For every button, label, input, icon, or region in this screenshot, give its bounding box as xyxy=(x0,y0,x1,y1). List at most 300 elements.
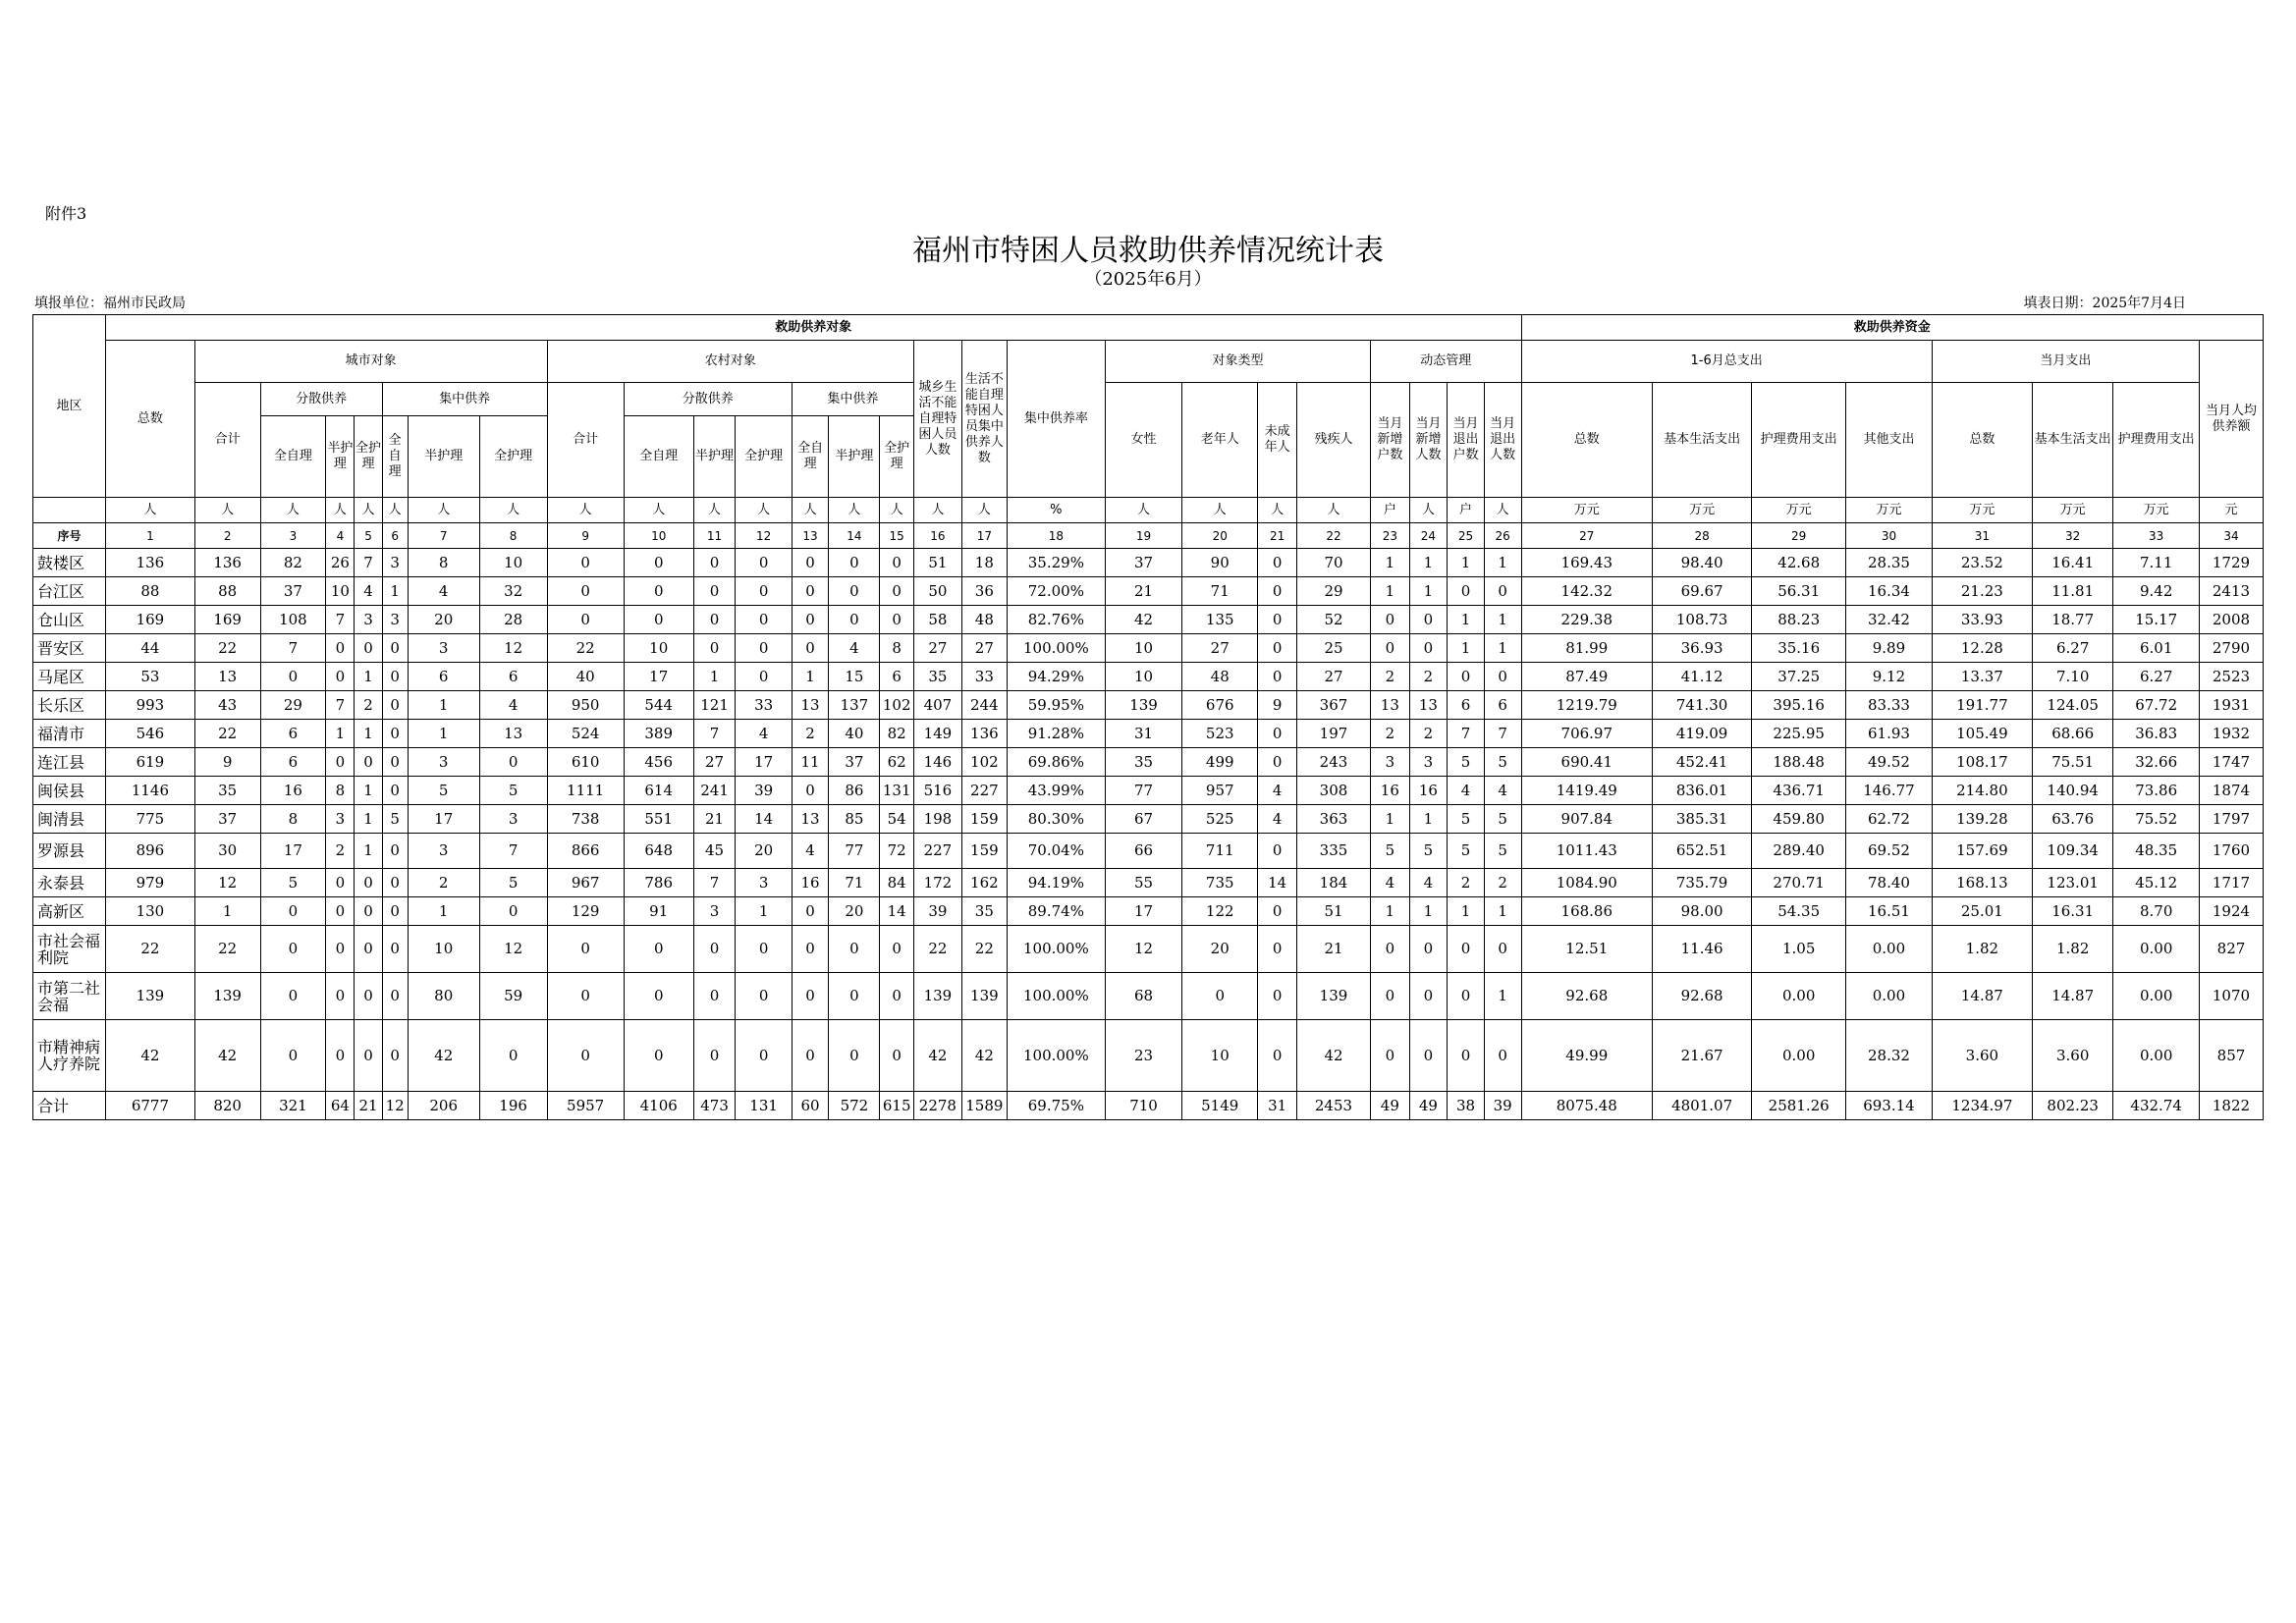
data-cell: 68 xyxy=(1105,973,1181,1020)
col-num: 10 xyxy=(624,523,693,549)
data-cell: 146.77 xyxy=(1846,777,1933,805)
data-cell: 22 xyxy=(547,634,624,663)
data-cell: 2 xyxy=(355,691,382,720)
data-cell: 1 xyxy=(1484,606,1521,634)
data-cell: 94.19% xyxy=(1007,869,1105,897)
data-cell: 0 xyxy=(1258,720,1297,748)
data-cell: 335 xyxy=(1296,834,1370,869)
data-cell: 0 xyxy=(326,973,355,1020)
data-cell: 0 xyxy=(326,897,355,926)
region-cell: 福清市 xyxy=(33,720,106,748)
data-cell: 136 xyxy=(106,549,195,577)
unit-cell: 人 xyxy=(260,498,326,523)
col-num: 21 xyxy=(1258,523,1297,549)
half-other-header: 其他支出 xyxy=(1846,383,1933,498)
data-cell: 129 xyxy=(547,897,624,926)
data-cell: 1 xyxy=(355,720,382,748)
data-cell: 0 xyxy=(736,634,792,663)
data-cell: 499 xyxy=(1182,748,1258,777)
data-cell: 84 xyxy=(880,869,913,897)
data-cell: 83.33 xyxy=(1846,691,1933,720)
data-cell: 12 xyxy=(479,926,547,973)
data-cell: 0 xyxy=(260,973,326,1020)
data-cell: 66 xyxy=(1105,834,1181,869)
data-cell: 0 xyxy=(1371,926,1410,973)
data-cell: 1234.97 xyxy=(1932,1092,2032,1120)
urban-dispersed-full: 全护理 xyxy=(355,416,382,498)
data-cell: 8075.48 xyxy=(1521,1092,1653,1120)
data-cell: 8 xyxy=(408,549,479,577)
data-cell: 45.12 xyxy=(2113,869,2200,897)
data-cell: 5 xyxy=(1371,834,1410,869)
data-cell: 0 xyxy=(736,926,792,973)
data-cell: 857 xyxy=(2199,1020,2263,1092)
data-cell: 35 xyxy=(961,897,1007,926)
col-num: 12 xyxy=(736,523,792,549)
data-cell: 54 xyxy=(880,805,913,834)
data-cell: 39 xyxy=(913,897,961,926)
data-cell: 0 xyxy=(382,777,408,805)
data-cell: 1874 xyxy=(2199,777,2263,805)
col-num: 27 xyxy=(1521,523,1653,549)
data-cell: 0 xyxy=(260,897,326,926)
data-cell: 29 xyxy=(260,691,326,720)
data-cell: 0 xyxy=(1258,748,1297,777)
data-cell: 71 xyxy=(829,869,880,897)
data-cell: 68.66 xyxy=(2032,720,2112,748)
unit-cell: 万元 xyxy=(1846,498,1933,523)
data-cell: 7 xyxy=(693,720,736,748)
data-cell: 6.27 xyxy=(2113,663,2200,691)
urban-dispersed-semi: 半护理 xyxy=(326,416,355,498)
exit-households-header: 当月退出户数 xyxy=(1448,383,1485,498)
urban-conc-self: 全自理 xyxy=(382,416,408,498)
data-cell: 706.97 xyxy=(1521,720,1653,748)
region-cell: 合计 xyxy=(33,1092,106,1120)
data-cell: 9.89 xyxy=(1846,634,1933,663)
region-cell: 市社会福利院 xyxy=(33,926,106,973)
col-num: 3 xyxy=(260,523,326,549)
half-basic-header: 基本生活支出 xyxy=(1653,383,1752,498)
table-row xyxy=(33,1092,2264,1120)
data-cell: 82 xyxy=(260,549,326,577)
col-num: 8 xyxy=(479,523,547,549)
data-cell: 5 xyxy=(1448,805,1485,834)
data-cell: 38 xyxy=(1448,1092,1485,1120)
data-cell: 42 xyxy=(106,1020,195,1092)
data-cell: 20 xyxy=(408,606,479,634)
data-cell: 5 xyxy=(1448,748,1485,777)
data-cell: 42 xyxy=(408,1020,479,1092)
data-cell: 169.43 xyxy=(1521,549,1653,577)
data-cell: 42 xyxy=(1296,1020,1370,1092)
data-cell: 18.77 xyxy=(2032,606,2112,634)
unit-cell: 人 xyxy=(961,498,1007,523)
data-cell: 0 xyxy=(829,973,880,1020)
data-cell: 690.41 xyxy=(1521,748,1653,777)
data-cell: 0 xyxy=(1484,926,1521,973)
data-cell: 72 xyxy=(880,834,913,869)
table-row xyxy=(33,691,2264,720)
data-cell: 49 xyxy=(1409,1092,1448,1120)
region-cell: 闽侯县 xyxy=(33,777,106,805)
table-row xyxy=(33,777,2264,805)
data-cell: 0 xyxy=(792,634,829,663)
data-cell: 3 xyxy=(1409,748,1448,777)
table-row xyxy=(33,897,2264,926)
data-cell: 92.68 xyxy=(1521,973,1653,1020)
data-cell: 53 xyxy=(106,663,195,691)
data-cell: 711 xyxy=(1182,834,1258,869)
data-cell: 130 xyxy=(106,897,195,926)
data-cell: 0 xyxy=(355,748,382,777)
female-header: 女性 xyxy=(1105,383,1181,498)
data-cell: 81.99 xyxy=(1521,634,1653,663)
data-cell: 82 xyxy=(880,720,913,748)
data-cell: 159 xyxy=(961,805,1007,834)
data-cell: 6 xyxy=(1448,691,1485,720)
data-cell: 0 xyxy=(1371,1020,1410,1092)
unit-cell: 人 xyxy=(194,498,260,523)
data-cell: 2 xyxy=(1409,720,1448,748)
data-cell: 2 xyxy=(408,869,479,897)
data-cell: 0 xyxy=(624,1020,693,1092)
data-cell: 16 xyxy=(1409,777,1448,805)
data-cell: 0 xyxy=(355,897,382,926)
data-cell: 0.00 xyxy=(2113,926,2200,973)
data-cell: 4106 xyxy=(624,1092,693,1120)
data-cell: 0 xyxy=(547,973,624,1020)
data-cell: 90 xyxy=(1182,549,1258,577)
region-cell: 连江县 xyxy=(33,748,106,777)
data-cell: 109.34 xyxy=(2032,834,2112,869)
table-row xyxy=(33,834,2264,869)
data-cell: 4 xyxy=(355,577,382,606)
data-cell: 8 xyxy=(880,634,913,663)
data-cell: 993 xyxy=(106,691,195,720)
col-num: 5 xyxy=(355,523,382,549)
dynamic-header: 动态管理 xyxy=(1371,341,1522,383)
urban-concentrated-header: 集中供养 xyxy=(382,383,547,416)
page-title: 福州市特困人员救助供养情况统计表 xyxy=(912,234,1384,268)
data-cell: 6 xyxy=(479,663,547,691)
data-cell: 786 xyxy=(624,869,693,897)
data-cell: 62.72 xyxy=(1846,805,1933,834)
data-cell: 108 xyxy=(260,606,326,634)
data-cell: 196 xyxy=(479,1092,547,1120)
data-cell: 48.35 xyxy=(2113,834,2200,869)
col-num: 16 xyxy=(913,523,961,549)
data-cell: 21 xyxy=(1105,577,1181,606)
table-row xyxy=(33,973,2264,1020)
data-cell: 0 xyxy=(736,606,792,634)
unit-cell: 人 xyxy=(547,498,624,523)
data-cell: 32 xyxy=(479,577,547,606)
data-cell: 4 xyxy=(792,834,829,869)
data-cell: 1 xyxy=(693,663,736,691)
data-cell: 87.49 xyxy=(1521,663,1653,691)
data-cell: 0 xyxy=(355,973,382,1020)
data-cell: 1 xyxy=(736,897,792,926)
data-cell: 0 xyxy=(260,1020,326,1092)
data-cell: 0 xyxy=(1448,1020,1485,1092)
data-cell: 64 xyxy=(326,1092,355,1120)
urban-header: 城市对象 xyxy=(194,341,547,383)
data-cell: 1589 xyxy=(961,1092,1007,1120)
unit-cell: 人 xyxy=(736,498,792,523)
region-cell: 仓山区 xyxy=(33,606,106,634)
data-cell: 0 xyxy=(382,834,408,869)
data-cell: 0 xyxy=(326,926,355,973)
data-cell: 0 xyxy=(1484,577,1521,606)
unable-conc-header: 生活不能自理特困人员集中供养人数 xyxy=(961,341,1007,498)
data-cell: 7 xyxy=(260,634,326,663)
data-cell: 270.71 xyxy=(1752,869,1846,897)
data-cell: 7 xyxy=(355,549,382,577)
data-cell: 59 xyxy=(479,973,547,1020)
data-cell: 7 xyxy=(1448,720,1485,748)
region-cell: 台江区 xyxy=(33,577,106,606)
data-cell: 10 xyxy=(408,926,479,973)
data-cell: 1747 xyxy=(2199,748,2263,777)
col-num: 15 xyxy=(880,523,913,549)
data-cell: 0 xyxy=(693,1020,736,1092)
rural-concentrated-header: 集中供养 xyxy=(792,383,913,416)
data-cell: 0 xyxy=(355,634,382,663)
data-cell: 0 xyxy=(355,869,382,897)
data-cell: 1011.43 xyxy=(1521,834,1653,869)
data-cell: 321 xyxy=(260,1092,326,1120)
data-cell: 4 xyxy=(1448,777,1485,805)
rural-conc-semi: 半护理 xyxy=(829,416,880,498)
data-cell: 43.99% xyxy=(1007,777,1105,805)
data-cell: 4801.07 xyxy=(1653,1092,1752,1120)
disabled-header: 残疾人 xyxy=(1296,383,1370,498)
unit-cell: 人 xyxy=(792,498,829,523)
data-cell: 94.29% xyxy=(1007,663,1105,691)
data-cell: 16.41 xyxy=(2032,549,2112,577)
data-cell: 78.40 xyxy=(1846,869,1933,897)
report-date: 填表日期：2025年7月4日 xyxy=(2023,296,2186,311)
col-num: 2 xyxy=(194,523,260,549)
data-cell: 389 xyxy=(624,720,693,748)
data-cell: 1 xyxy=(1371,577,1410,606)
data-cell: 10 xyxy=(1105,663,1181,691)
units-blank xyxy=(33,498,106,523)
data-cell: 652.51 xyxy=(1653,834,1752,869)
data-cell: 10 xyxy=(479,549,547,577)
page-subtitle: （2025年6月） xyxy=(1084,269,1212,290)
data-cell: 35 xyxy=(913,663,961,691)
data-cell: 33 xyxy=(736,691,792,720)
data-cell: 619 xyxy=(106,748,195,777)
data-cell: 17 xyxy=(260,834,326,869)
col-num: 19 xyxy=(1105,523,1181,549)
data-cell: 142.32 xyxy=(1521,577,1653,606)
data-cell: 6 xyxy=(260,748,326,777)
data-cell: 139 xyxy=(1296,973,1370,1020)
data-cell: 31 xyxy=(1258,1092,1297,1120)
data-cell: 75.52 xyxy=(2113,805,2200,834)
data-cell: 62 xyxy=(880,748,913,777)
urban-conc-full: 全护理 xyxy=(479,416,547,498)
unit-cell: 人 xyxy=(624,498,693,523)
data-cell: 136 xyxy=(961,720,1007,748)
unit-cell: 万元 xyxy=(2032,498,2112,523)
data-cell: 20 xyxy=(829,897,880,926)
data-cell: 2 xyxy=(326,834,355,869)
data-cell: 0 xyxy=(829,606,880,634)
data-cell: 42 xyxy=(1105,606,1181,634)
data-cell: 648 xyxy=(624,834,693,869)
data-cell: 102 xyxy=(961,748,1007,777)
new-households-header: 当月新增户数 xyxy=(1371,383,1410,498)
unit-cell: 人 xyxy=(1484,498,1521,523)
unit-cell: 万元 xyxy=(1653,498,1752,523)
data-cell: 67.72 xyxy=(2113,691,2200,720)
data-cell: 72.00% xyxy=(1007,577,1105,606)
data-cell: 0 xyxy=(880,926,913,973)
data-cell: 836.01 xyxy=(1653,777,1752,805)
data-cell: 59.95% xyxy=(1007,691,1105,720)
data-cell: 121 xyxy=(693,691,736,720)
data-cell: 525 xyxy=(1182,805,1258,834)
col-num: 24 xyxy=(1409,523,1448,549)
data-cell: 2 xyxy=(1484,869,1521,897)
unit-cell: 人 xyxy=(479,498,547,523)
col-num: 22 xyxy=(1296,523,1370,549)
data-cell: 21 xyxy=(693,805,736,834)
unable-total-header: 城乡生活不能自理特困人员人数 xyxy=(913,341,961,498)
data-cell: 0.00 xyxy=(1752,1020,1846,1092)
data-cell: 5 xyxy=(1484,834,1521,869)
data-cell: 1931 xyxy=(2199,691,2263,720)
col-num: 32 xyxy=(2032,523,2112,549)
data-cell: 35 xyxy=(194,777,260,805)
data-cell: 229.38 xyxy=(1521,606,1653,634)
data-cell: 2523 xyxy=(2199,663,2263,691)
unit-cell: 人 xyxy=(408,498,479,523)
data-cell: 35.16 xyxy=(1752,634,1846,663)
data-cell: 5 xyxy=(479,777,547,805)
data-cell: 69.75% xyxy=(1007,1092,1105,1120)
data-cell: 159 xyxy=(961,834,1007,869)
data-cell: 1 xyxy=(355,663,382,691)
data-cell: 1 xyxy=(792,663,829,691)
data-cell: 1 xyxy=(1448,634,1485,663)
data-cell: 91.28% xyxy=(1007,720,1105,748)
data-cell: 0.00 xyxy=(2113,973,2200,1020)
data-cell: 0.00 xyxy=(1846,973,1933,1020)
region-cell: 晋安区 xyxy=(33,634,106,663)
units-row xyxy=(33,498,2264,523)
col-num: 31 xyxy=(1932,523,2032,549)
data-cell: 55 xyxy=(1105,869,1181,897)
data-cell: 1.82 xyxy=(1932,926,2032,973)
data-cell: 0 xyxy=(1409,926,1448,973)
data-cell: 49 xyxy=(1371,1092,1410,1120)
data-cell: 0 xyxy=(382,748,408,777)
data-cell: 77 xyxy=(829,834,880,869)
data-cell: 225.95 xyxy=(1752,720,1846,748)
data-cell: 1070 xyxy=(2199,973,2263,1020)
table-row xyxy=(33,720,2264,748)
unit-cell: 人 xyxy=(1182,498,1258,523)
data-cell: 0 xyxy=(1258,926,1297,973)
objects-header: 救助供养对象 xyxy=(106,315,1521,341)
data-cell: 1 xyxy=(355,777,382,805)
data-cell: 36 xyxy=(961,577,1007,606)
data-cell: 198 xyxy=(913,805,961,834)
table-row xyxy=(33,634,2264,663)
data-cell: 37 xyxy=(194,805,260,834)
data-cell: 0 xyxy=(1258,897,1297,926)
data-cell: 0.00 xyxy=(1846,926,1933,973)
data-cell: 0 xyxy=(326,634,355,663)
data-cell: 25.01 xyxy=(1932,897,2032,926)
unit-cell: 万元 xyxy=(1521,498,1653,523)
region-cell: 市第二社会福 xyxy=(33,973,106,1020)
urban-subtotal-header: 合计 xyxy=(194,383,260,498)
data-cell: 36.83 xyxy=(2113,720,2200,748)
data-cell: 80 xyxy=(408,973,479,1020)
data-cell: 100.00% xyxy=(1007,1020,1105,1092)
data-cell: 32.66 xyxy=(2113,748,2200,777)
data-cell: 0 xyxy=(547,926,624,973)
data-cell: 191.77 xyxy=(1932,691,2032,720)
data-cell: 10 xyxy=(1182,1020,1258,1092)
col-num: 20 xyxy=(1182,523,1258,549)
data-cell: 162 xyxy=(961,869,1007,897)
data-cell: 0 xyxy=(736,577,792,606)
data-cell: 802.23 xyxy=(2032,1092,2112,1120)
unit-cell: 万元 xyxy=(1932,498,2032,523)
data-cell: 77 xyxy=(1105,777,1181,805)
data-cell: 0 xyxy=(1258,973,1297,1020)
half-year-header: 1-6月总支出 xyxy=(1521,341,1932,383)
data-cell: 25 xyxy=(1296,634,1370,663)
data-cell: 61.93 xyxy=(1846,720,1933,748)
data-cell: 2 xyxy=(1371,663,1410,691)
col-num: 11 xyxy=(693,523,736,549)
data-cell: 459.80 xyxy=(1752,805,1846,834)
data-cell: 385.31 xyxy=(1653,805,1752,834)
data-cell: 0 xyxy=(1409,606,1448,634)
data-cell: 0 xyxy=(1448,663,1485,691)
unit-cell: 人 xyxy=(1409,498,1448,523)
data-cell: 572 xyxy=(829,1092,880,1120)
unit-cell: 人 xyxy=(1296,498,1370,523)
data-cell: 950 xyxy=(547,691,624,720)
data-cell: 73.86 xyxy=(2113,777,2200,805)
col-num: 33 xyxy=(2113,523,2200,549)
data-cell: 2790 xyxy=(2199,634,2263,663)
rural-conc-self: 全自理 xyxy=(792,416,829,498)
data-cell: 13 xyxy=(1371,691,1410,720)
data-cell: 140.94 xyxy=(2032,777,2112,805)
data-cell: 42 xyxy=(961,1020,1007,1092)
data-cell: 36.93 xyxy=(1653,634,1752,663)
type-header: 对象类型 xyxy=(1105,341,1370,383)
data-cell: 551 xyxy=(624,805,693,834)
data-cell: 43 xyxy=(194,691,260,720)
column-number-row xyxy=(33,523,2264,549)
data-cell: 26 xyxy=(326,549,355,577)
data-cell: 206 xyxy=(408,1092,479,1120)
data-cell: 139 xyxy=(913,973,961,1020)
data-cell: 169 xyxy=(106,606,195,634)
data-cell: 610 xyxy=(547,748,624,777)
